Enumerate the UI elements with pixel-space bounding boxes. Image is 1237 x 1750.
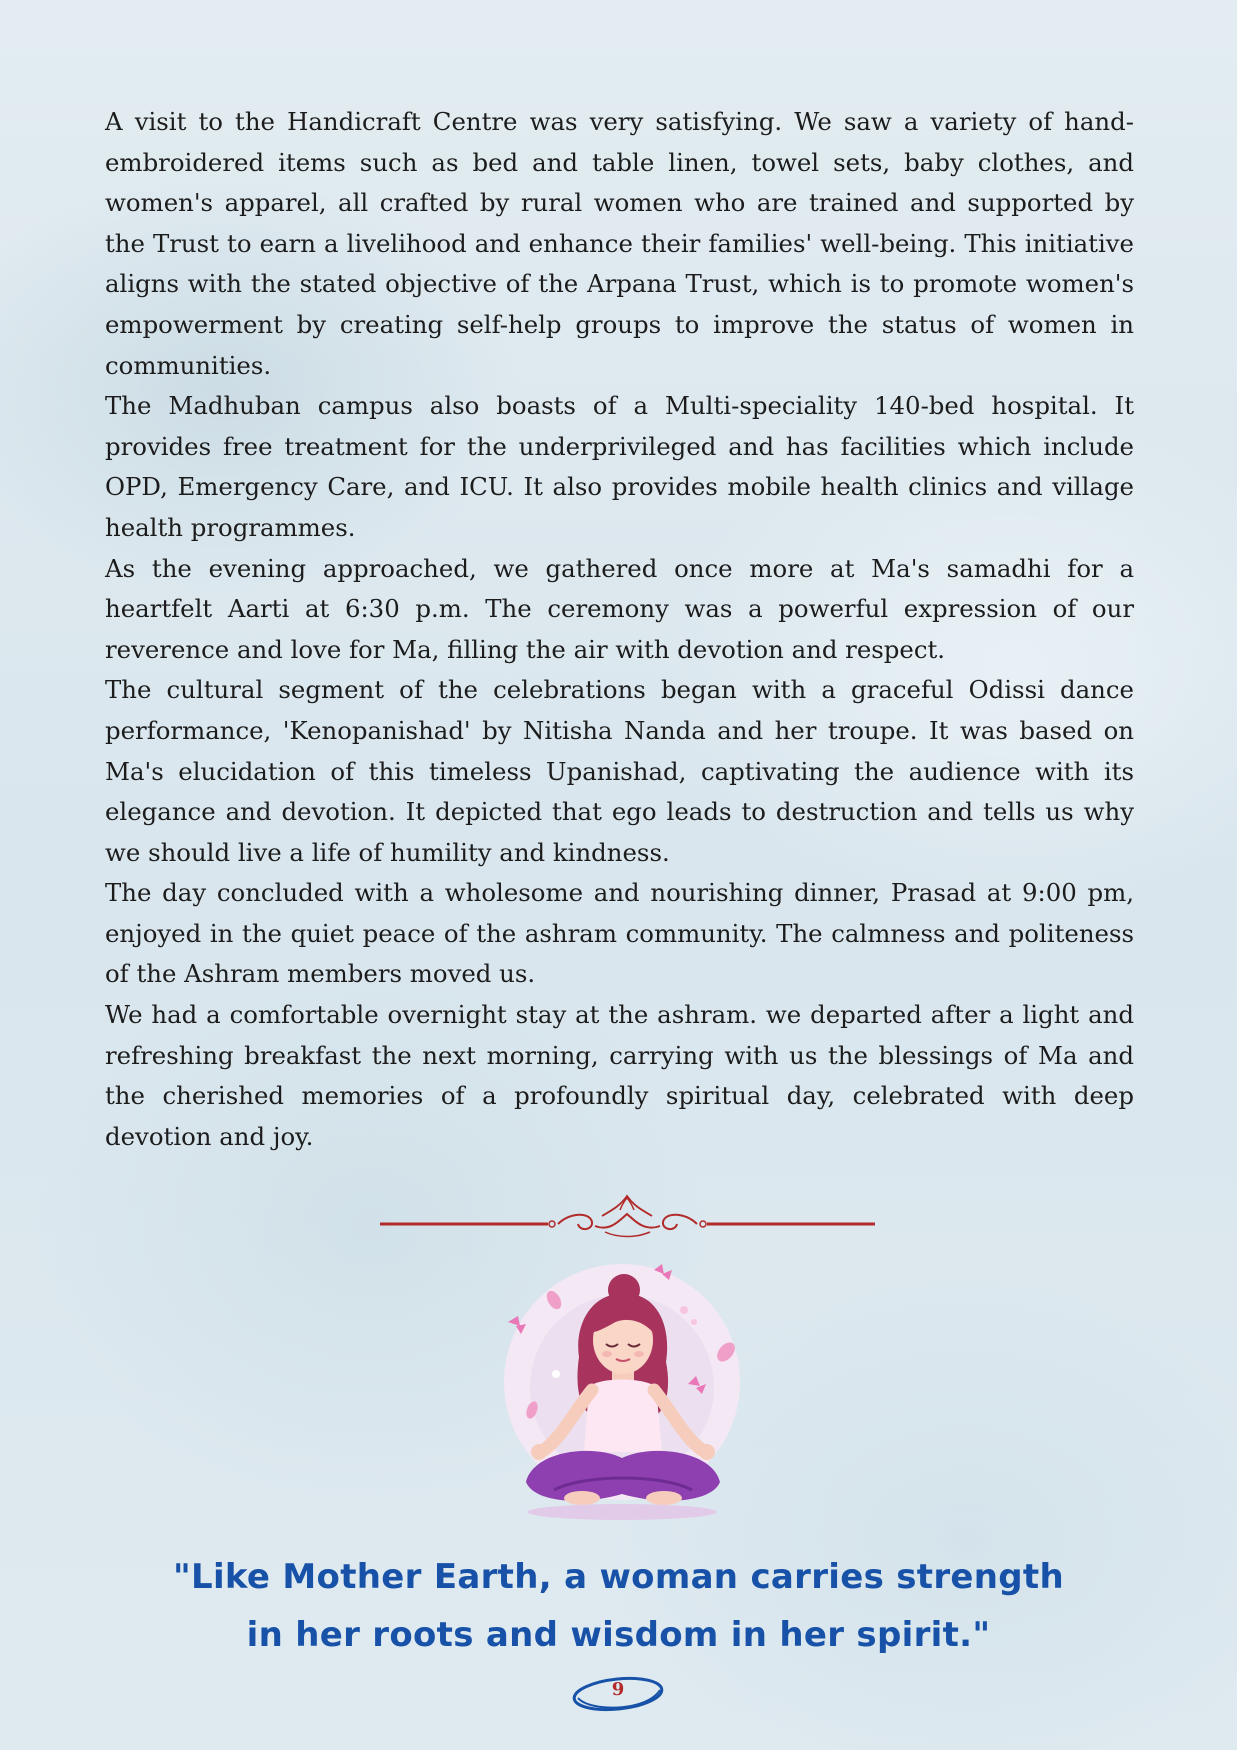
closing-quote xyxy=(100,1548,1137,1664)
article-body xyxy=(105,102,1134,1157)
paragraph-departure: We had a comfortable overnight stay at the ashram. we departed after a light and refreshing breakfast the next morning, carrying with us the blessings of Ma and the cherished memories of a profoundly spiritual day, celebrated with deep devotion and joy. xyxy=(105,1000,1134,1151)
paragraph-hospital: The Madhuban campus also boasts of a Multi-speciality 140-bed hospital. It provides free treatment for the underprivileged and has facilities which include OPD, Emergency Care, and ICU. It also provides mobile health clinics and village health programmes. xyxy=(105,391,1134,542)
quote-line-2: in her roots and wisdom in her spirit." xyxy=(246,1615,991,1655)
paragraph-cultural: The cultural segment of the celebrations began with a graceful Odissi dance performance, 'Kenopanishad' by Nitisha Nanda and her troupe. It was based on Ma's elucidation of this timeless Upanishad, captivating the audience with its elegance and devotion. It depicted that ego leads to destruction and tells us why we should live a life of humility and kindness. xyxy=(105,675,1134,867)
paragraph-dinner: The day concluded with a wholesome and nourishing dinner, Prasad at 9:00 pm, enjoyed in the quiet peace of the ashram community. The calmness and politeness of the Ashram members moved us. xyxy=(105,878,1134,989)
paragraph-handicraft: A visit to the Handicraft Centre was very satisfying. We saw a variety of hand-embroidered items such as bed and table linen, towel sets, baby clothes, and women's apparel, all crafted by rural women who are trained and supported by the Trust to earn a livelihood and enhance their families' well-being. This initiative aligns with the stated objective of the Arpana Trust, which is to promote women's empowerment by creating self-help groups to improve the status of women in communities. xyxy=(105,107,1134,380)
page-number: 9 xyxy=(611,1679,625,1700)
paragraph-aarti: As the evening approached, we gathered once more at Ma's samadhi for a heartfelt Aarti at 6:30 p.m. The ceremony was a powerful expression of our reverence and love for Ma, filling the air with devotion and respect. xyxy=(105,553,1134,664)
meditating-woman-icon xyxy=(494,1262,764,1528)
ornamental-divider-icon xyxy=(380,1192,875,1244)
quote-line-1: "Like Mother Earth, a woman carries strength xyxy=(173,1557,1064,1597)
